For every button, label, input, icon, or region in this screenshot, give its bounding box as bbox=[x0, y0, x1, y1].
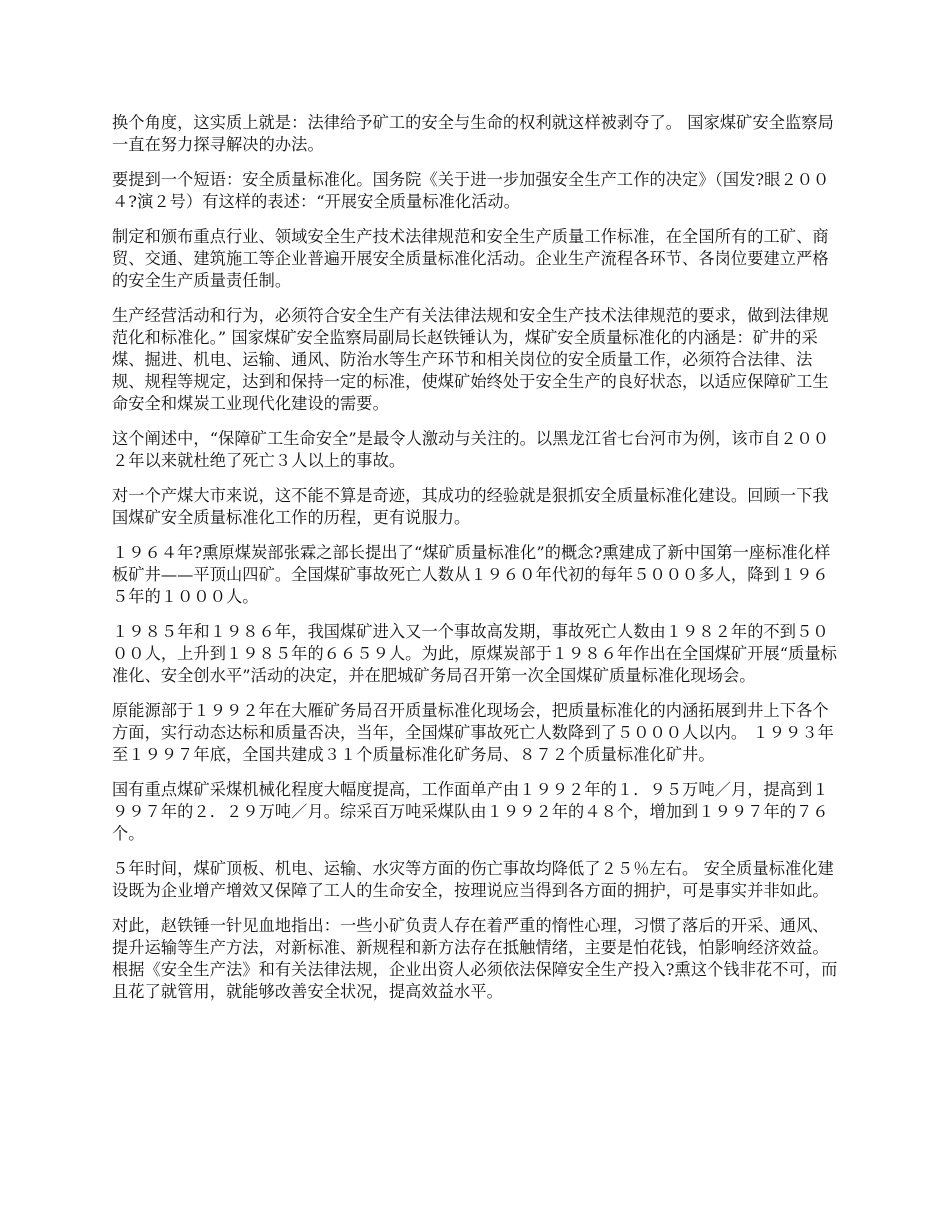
paragraph-4: 生产经营活动和行为，必须符合安全生产有关法律法规和安全生产技术法律规范的要求，做到法律规范化和标准化。” 国家煤矿安全监察局副局长赵铁锤认为，煤矿安全质量标准化的内涵是：矿井的采煤、掘进、机电、运输、通风、防治水等生产环节和相关岗位的安全质量工作，必须符合法律、法规、规程等规定，达到和保持一定的标准，使煤矿始终处于安全生产的良好状态，以适应保障矿工生命安全和煤炭工业现代化建设的需要。 bbox=[112, 306, 829, 413]
paragraph-7: １９６４年?熏原煤炭部张霖之部长提出了“煤矿质量标准化”的概念?熏建成了新中国第一座标准化样板矿井——平顶山四矿。全国煤矿事故死亡人数从１９６０年代初的每年５０００多人，降到１９６５年的１０００人。 bbox=[112, 543, 831, 606]
paragraph-3: 制定和颁布重点行业、领域安全生产技术法律规范和安全生产质量工作标准，在全国所有的工矿、商贸、交通、建筑施工等企业普遍开展安全质量标准化活动。企业生产流程各环节、各岗位要建立严格的安全生产质量责任制。 bbox=[112, 227, 829, 290]
paragraph-12: 对此，赵铁锤一针见血地指出：一些小矿负责人存在着严重的惰性心理，习惯了落后的开采、通风、提升运输等生产方法，对新标准、新规程和新方法存在抵触情绪，主要是怕花钱，怕影响经济效益。根据《安全生产法》和有关法律法规，企业出资人必须依法保障安全生产投入?熏这个钱非花不可，而且花了就管用，就能够改善安全状况，提高效益水平。 bbox=[112, 916, 838, 1001]
paragraph-2: 要提到一个短语：安全质量标准化。国务院《关于进一步加强安全生产工作的决定》（国发?眼２００４?演２号）有这样的表述：“开展安全质量标准化活动。 bbox=[112, 170, 830, 211]
paragraph-5: 这个阐述中，“保障矿工生命安全”是最令人激动与关注的。以黑龙江省七台河市为例，该市自２００２年以来就杜绝了死亡３人以上的事故。 bbox=[112, 429, 830, 470]
paragraph-1: 换个角度，这实质上就是：法律给予矿工的安全与生命的权利就这样被剥夺了。 国家煤矿安全监察局一直在努力探寻解决的办法。 bbox=[112, 113, 834, 154]
paragraph-10: 国有重点煤矿采煤机械化程度大幅度提高，工作面单产由１９９２年的１．９５万吨／月，提高到１９９７年的２．２９万吨／月。综采百万吨采煤队由１９９２年的４８个，增加到１９９７年的７６个。 bbox=[112, 780, 829, 843]
paragraph-11: ５年时间，煤矿顶板、机电、运输、水灾等方面的伤亡事故均降低了２５％左右。 安全质量标准化建设既为企业增产增效又保障了工人的生命安全，按理说应当得到各方面的拥护，可是事实并非如此。 bbox=[112, 859, 834, 900]
paragraph-8: １９８５年和１９８６年，我国煤矿进入又一个事故高发期，事故死亡人数由１９８２年的不到５０００人，上升到１９８５年的６６５９人。为此，原煤炭部于１９８６年作出在全国煤矿开展“质量标准化、安全创水平”活动的决定，并在肥城矿务局召开第一次全国煤矿质量标准化现场会。 bbox=[112, 622, 838, 685]
document-body bbox=[112, 112, 842, 1016]
paragraph-6: 对一个产煤大市来说，这不能不算是奇迹，其成功的经验就是狠抓安全质量标准化建设。回顾一下我国煤矿安全质量标准化工作的历程，更有说服力。 bbox=[112, 486, 829, 527]
paragraph-9: 原能源部于１９９２年在大雁矿务局召开质量标准化现场会，把质量标准化的内涵拓展到井上下各个方面，实行动态达标和质量否决，当年，全国煤矿事故死亡人数降到了５０００人以内。 １９９３年至１９９７年底，全国共建成３１个质量标准化矿务局、８７２个质量标准化矿井。 bbox=[112, 701, 834, 764]
